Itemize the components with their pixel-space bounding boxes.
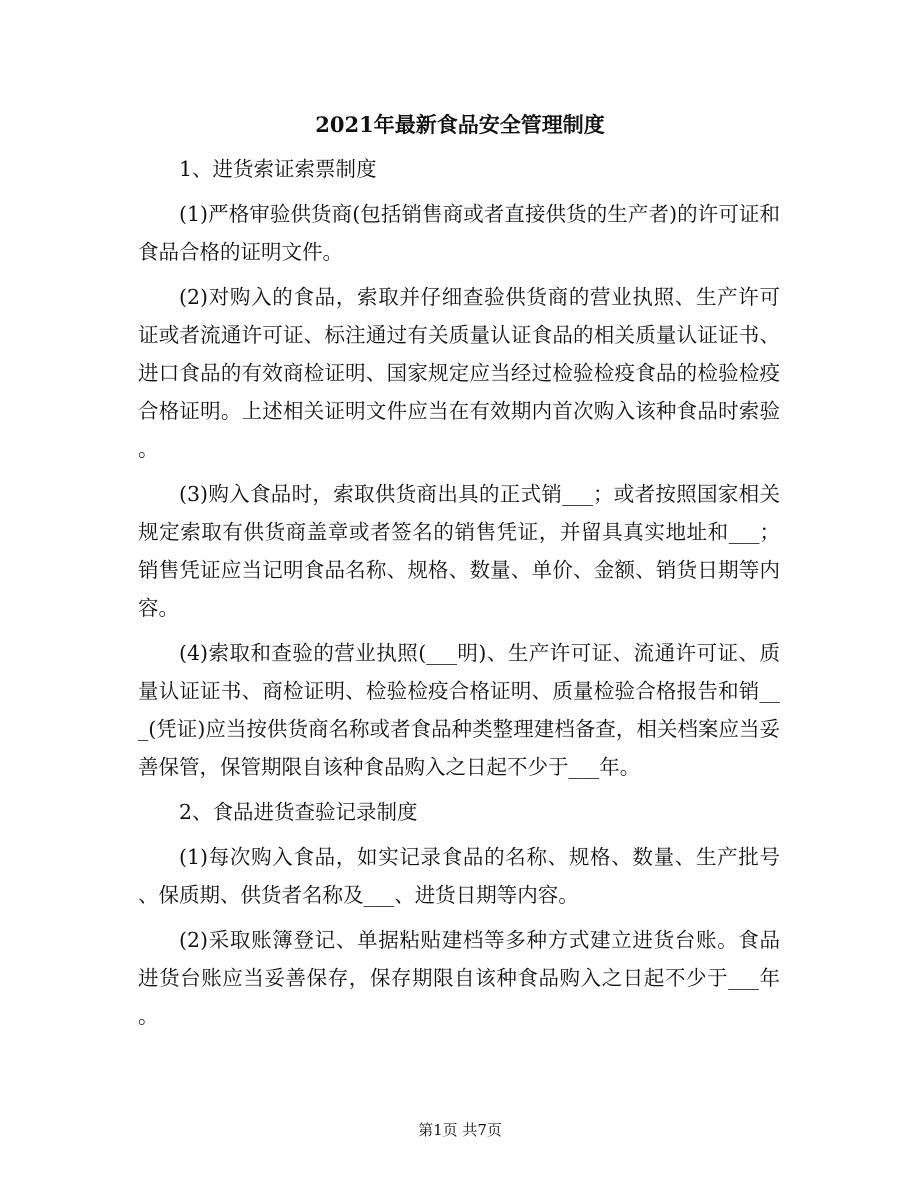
paragraph-1-4: (4)索取和查验的营业执照(___明)、生产许可证、流通许可证、质量认证证书、商检证明、检验检疫合格证明、质量检验合格报告和销___(凭证)应当按供货商名称或者食品种类整理建档备查，相关档案应当妥善保管，保管期限自该种食品购入之日起不少于___年。 xyxy=(138,641,780,779)
paragraph-2-1: (1)每次购入食品，如实记录食品的名称、规格、数量、生产批号、保质期、供货者名称及___、进货日期等内容。 xyxy=(138,845,780,907)
paragraph-1-3: (3)购入食品时，索取供货商出具的正式销___；或者按照国家相关规定索取有供货商盖章或者签名的销售凭证，并留具真实地址和___；销售凭证应当记明食品名称、规格、数量、单价、金额、销货日期等内容。 xyxy=(138,482,780,620)
document-body xyxy=(138,150,780,1042)
document-title: 2021年最新食品安全管理制度 xyxy=(315,112,605,137)
paragraph-1-2: (2)对购入的食品，索取并仔细查验供货商的营业执照、生产许可证或者流通许可证、标注通过有关质量认证食品的相关质量认证证书、进口食品的有效商检证明、国家规定应当经过检验检疫食品的检验检疫合格证明。上述相关证明文件应当在有效期内首次购入该种食品时索验。 xyxy=(138,285,780,461)
paragraph-2-2: (2)采取账簿登记、单据粘贴建档等多种方式建立进货台账。食品进货台账应当妥善保存，保存期限自该种食品购入之日起不少于___年。 xyxy=(138,928,780,1028)
section-heading-1: 1、进货索证索票制度 xyxy=(179,157,377,181)
section-heading-2: 2、食品进货查验记录制度 xyxy=(179,800,418,824)
paragraph-1-1: (1)严格审验供货商(包括销售商或者直接供货的生产者)的许可证和食品合格的证明文件。 xyxy=(138,202,780,264)
page-footer: 第1页 共7页 xyxy=(418,1121,502,1139)
